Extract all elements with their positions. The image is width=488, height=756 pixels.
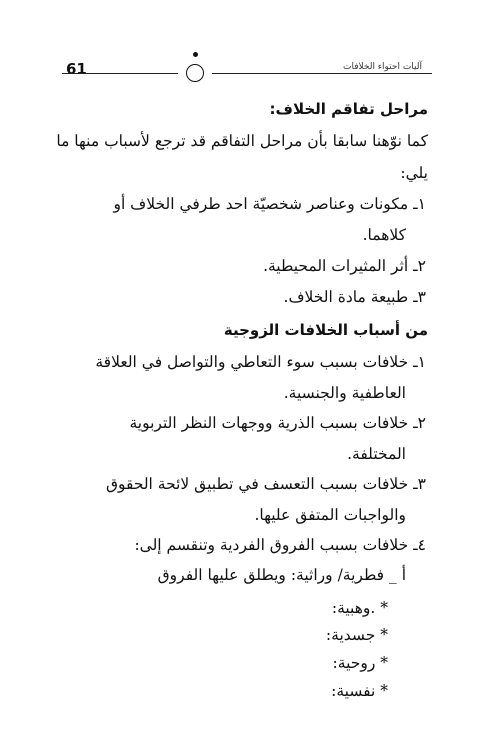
- item-text: خلافات بسبب سوء التعاطي والتواصل في العلاقة: [95, 353, 409, 371]
- item-number: ١ـ: [413, 353, 426, 371]
- item-text: خلافات بسبب التعسف في تطبيق لائحة الحقوق: [105, 475, 409, 493]
- cause-item-1: [56, 352, 426, 372]
- intro-line-1: كما نوّهنا سابقا بأن مراحل التفاقم قد ترجع لأسباب منها ما: [56, 132, 428, 150]
- item-text: طبيعة مادة الخلاف.: [283, 288, 409, 306]
- page-header: [62, 52, 432, 86]
- item-number: ٣ـ: [413, 288, 426, 306]
- header-rule-left: [62, 73, 178, 74]
- bullet-item: * نفسية:: [331, 682, 388, 700]
- running-title: آليات احتواء الخلافات: [339, 62, 426, 72]
- cause-item-3: [56, 474, 426, 494]
- page-number: 61: [66, 60, 87, 78]
- cause-item-1-continuation: العاطفية والجنسية.: [283, 384, 406, 402]
- header-ornament-circle-icon: [186, 64, 204, 82]
- cause-item-2-continuation: المختلفة.: [347, 445, 406, 463]
- item-text: مكونات وعناصر شخصيّة احد طرفي الخلاف أو: [113, 195, 409, 213]
- stage-item-1-continuation: كلاهما.: [362, 226, 406, 244]
- item-text: خلافات بسبب الفروق الفردية وتنقسم إلى:: [134, 536, 409, 554]
- item-number: ٣ـ: [413, 475, 426, 493]
- stage-item-1: [58, 194, 426, 214]
- item-number: ١ـ: [413, 195, 426, 213]
- bullet-item: * جسدية:: [325, 626, 388, 644]
- item-number: ٤ـ: [413, 536, 426, 554]
- sub-item-a: أ _ فطرية/ وراثية: ويطلق عليها الفروق: [157, 566, 406, 584]
- item-text: أثر المثيرات المحيطية.: [263, 257, 409, 275]
- section-heading-stages: مراحل تفاقم الخلاف:: [269, 100, 428, 118]
- item-number: ٢ـ: [413, 414, 426, 432]
- item-number: ٢ـ: [413, 257, 426, 275]
- bullet-item: * .وهبية:: [331, 599, 388, 617]
- header-rule-right: [212, 73, 432, 74]
- cause-item-2: [56, 413, 426, 433]
- bullet-item: * روحية:: [332, 654, 388, 672]
- stage-item-3: [56, 287, 426, 307]
- stage-item-2: [56, 256, 426, 276]
- cause-item-3-continuation: والواجبات المتفق عليها.: [254, 506, 406, 524]
- item-text: خلافات بسبب الذرية ووجهات النظر التربوية: [129, 414, 409, 432]
- intro-line-2: يلي:: [400, 164, 428, 182]
- section-heading-causes: من أسباب الخلافات الزوجية: [223, 321, 428, 339]
- header-ornament-dot-icon: [193, 52, 198, 57]
- cause-item-4: [56, 535, 426, 555]
